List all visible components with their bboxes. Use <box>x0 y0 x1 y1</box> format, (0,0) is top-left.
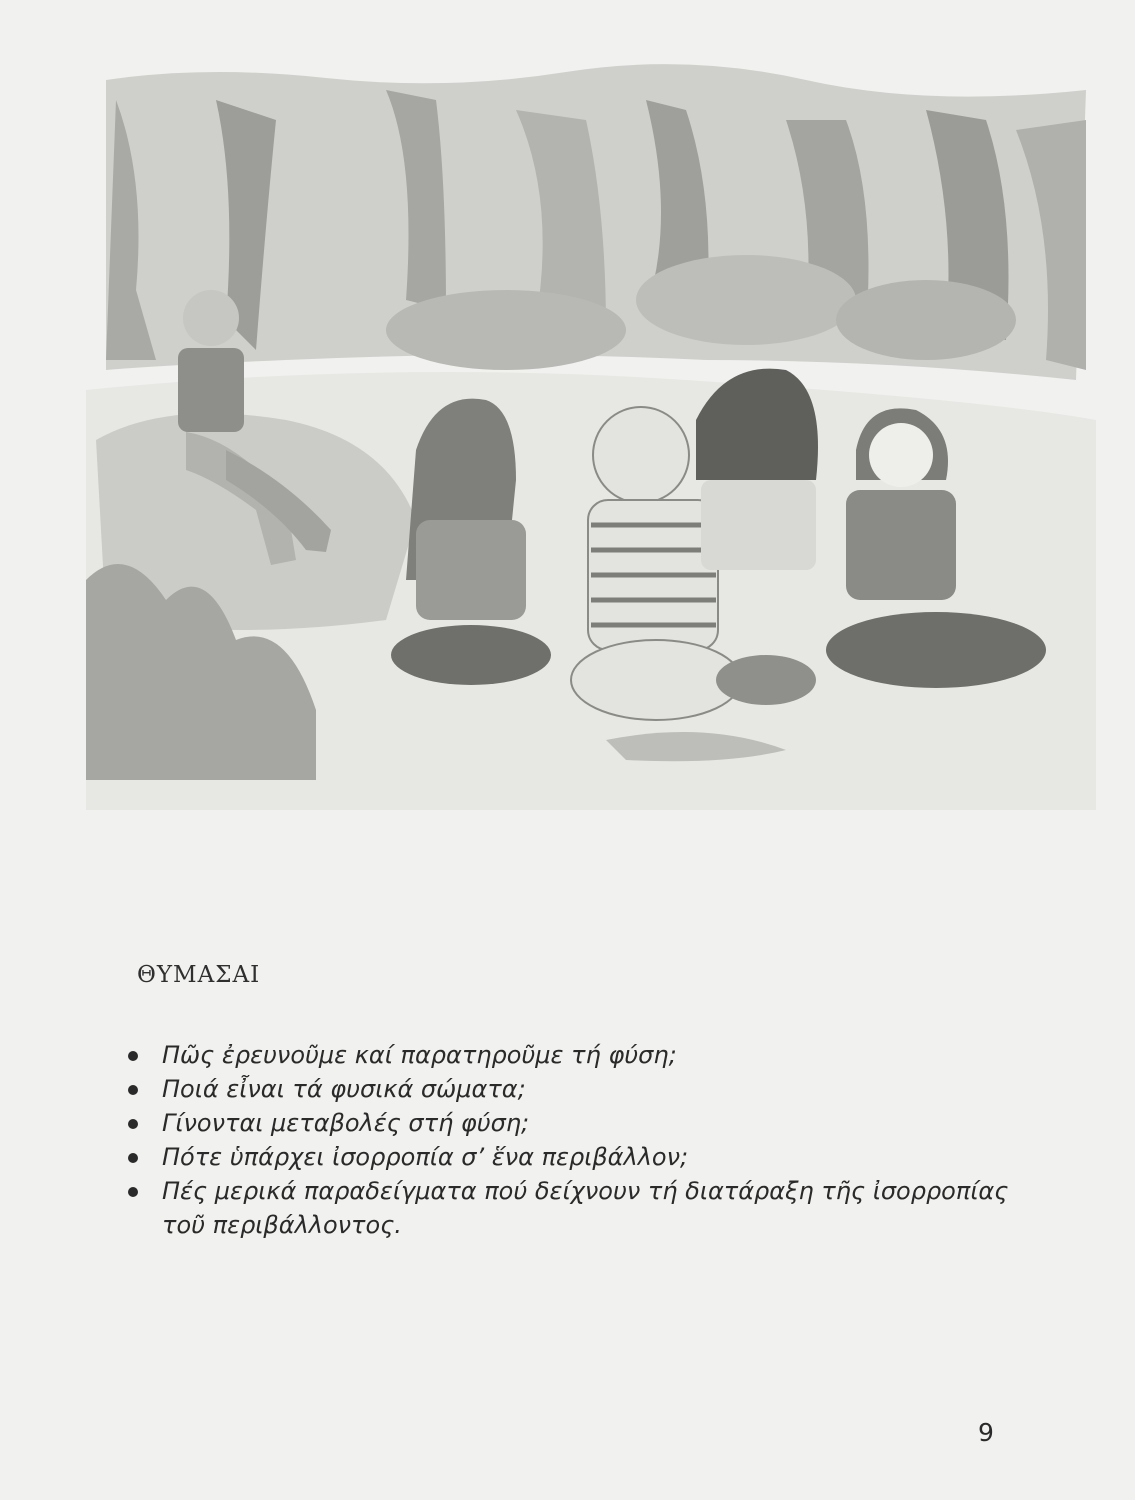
question-text: Γίνονται μεταβολές στή φύση; <box>162 1109 530 1137</box>
list-item <box>128 1174 1028 1242</box>
list-item <box>128 1140 1028 1174</box>
question-text: Πότε ὑπάρχει ἰσορροπία σ’ ἕνα περιβάλλον; <box>162 1143 689 1171</box>
question-text: Ποιά εἶναι τά φυσικά σώματα; <box>162 1075 526 1103</box>
page-number: 9 <box>978 1418 994 1447</box>
bullet-icon <box>128 1085 138 1095</box>
bullet-icon <box>128 1187 138 1197</box>
children-in-forest-illustration-icon <box>86 60 1096 810</box>
bullet-icon <box>128 1153 138 1163</box>
question-list <box>128 1038 1028 1242</box>
bullet-icon <box>128 1051 138 1061</box>
question-text: Πές μερικά παραδείγματα πού δείχνουν τή διατάραξη τῆς ἰσορροπίας τοῦ περιβάλλοντος. <box>162 1177 1009 1239</box>
bullet-icon <box>128 1119 138 1129</box>
list-item <box>128 1038 1028 1072</box>
list-item <box>128 1072 1028 1106</box>
list-item <box>128 1106 1028 1140</box>
question-text: Πῶς ἐρευνοῦμε καί παρατηροῦμε τή φύση; <box>162 1041 677 1069</box>
section-heading: ΘΥΜΑΣΑΙ <box>137 962 261 988</box>
